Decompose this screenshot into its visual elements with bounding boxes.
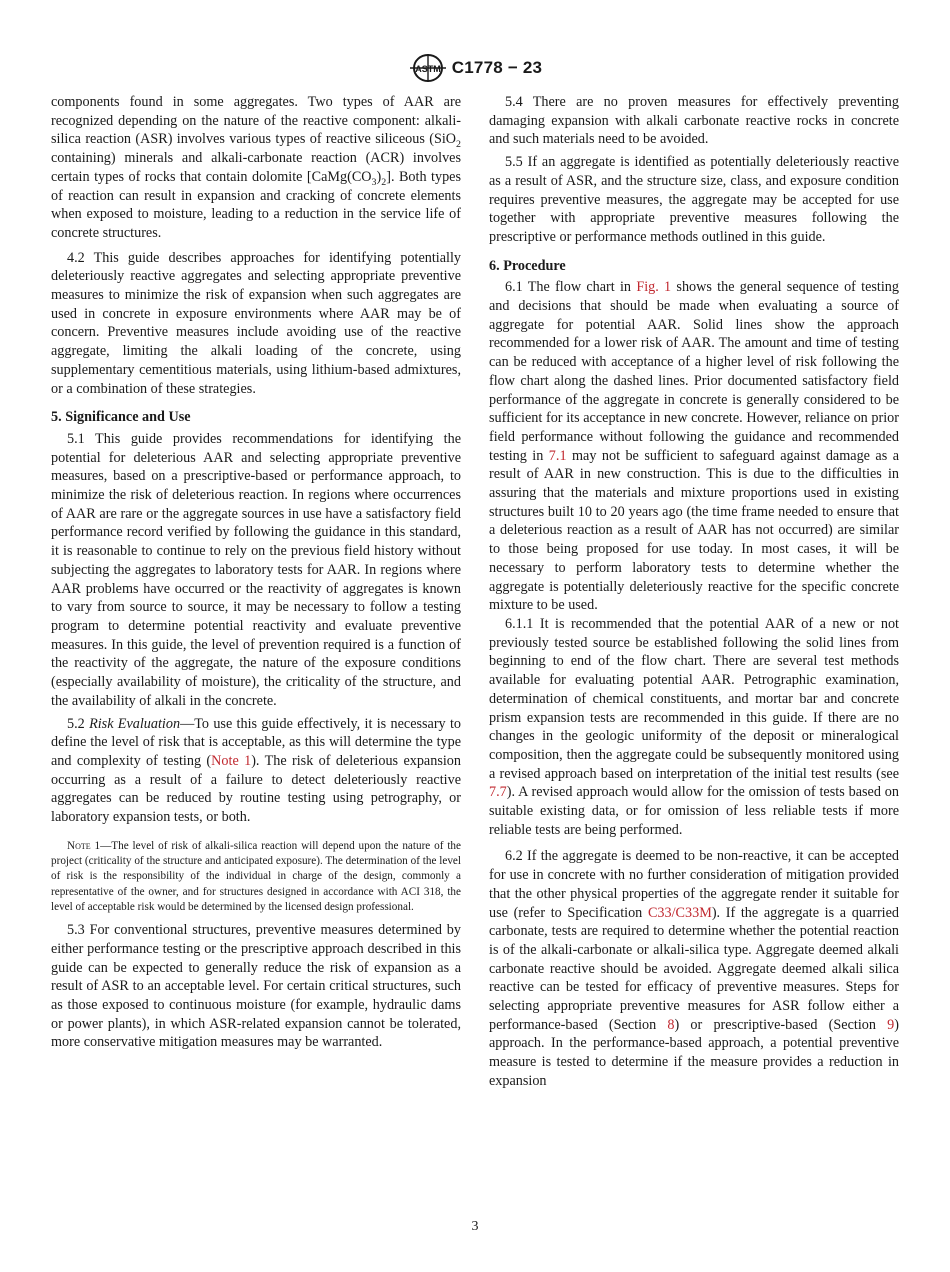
section-9-link[interactable]: 9 [887,1016,895,1033]
paragraph-4-2: 4.2 This guide describes approaches for identifying potentially deleteriously reactive aggregates and selecting appropriate preventive measures to minimize the risk of expansion when such aggregates are used in concrete in exposure environments where AAR may be of concern. Preventive measures include avoiding use of the reactive aggregate, limiting the alkali loading of the concrete, using supplementary cementitious materials, using lithium-based admixtures, or a combination of these strategies. [51,249,461,397]
note-1-link[interactable]: Note 1 [211,752,252,769]
standard-designation: C1778 − 23 [451,58,543,77]
left-column [51,93,461,1056]
paragraph-5-1: 5.1 This guide provides recommendations for identifying the potential for deleterious AAR and selecting appropriate preventive measures, based on a prescriptive-based or performance approach, to minimize the risk of deleterious reaction. In regions where occurrences of AAR are rare or the aggregate sources in use have a satisfactory field performance record verified by following the guidance in this standard, it is reasonable to continue to rely on the previous field history without subjecting the aggregates to laboratory tests for AAR. In regions where AAR problems have occurred or the reactivity of aggregates is known to vary from source to source, it may be necessary to follow a testing program to determine potential reactivity and evaluate preventive measures. In this guide, the level of prevention required is a function of the reactivity of the aggregate, the nature of the exposure conditions (especially availability of moisture), the criticality of the structure, and the availability of alkali in the concrete. [51,430,461,709]
section-8-link[interactable]: 8 [667,1016,675,1033]
right-column [489,93,899,1095]
c33-link[interactable]: C33/C33M [647,904,712,921]
section-7-7-link[interactable]: 7.7 [489,784,507,801]
paragraph-5-4: 5.4 There are no proven measures for effectively preventing damaging expansion with alkali carbonate reactive rocks in concrete and such materials need to be avoided. [489,94,899,148]
page-number: 3 [471,1219,479,1234]
logo-lettering: ASTM [415,64,441,74]
paragraph-6-1-1: 6.1.1 It is recommended that the potential AAR of a new or not previously tested source be established following the solid lines from beginning to end of the flow chart. There are several test methods available for evaluating potential AAR. Petrographic examination, determination of chemical constituents, and mortar bar and concrete prism expansion tests are recommended in this guide. If there are no changes in the geologic uniformity of the deposit or mineralogical composition, then the aggregate could be subsequently monitored using a revised approach based on interpretation of the initial test results (see 7.7). A revised approach would allow for the omission of tests based on suitable existing data, or for omission of less reliable tests if more reliable tests are being performed. [489,615,899,838]
section-7-1-link[interactable]: 7.1 [548,447,567,464]
page-header [0,52,950,84]
section-5-heading: 5. Significance and Use [51,409,191,426]
astm-logo-icon [408,53,448,83]
section-6-heading: 6. Procedure [489,257,566,274]
paragraph-5-2: 5.2 Risk Evaluation—To use this guide effectively, it is necessary to define the level of risk that is acceptable, as this will determine the type and complexity of testing (Note 1). The risk of deleterious expansion occurring as a result of a failure to detect deleteriously reactive aggregates can be reduced by routine testing using petrography, or laboratory expansion tests, or both. [51,715,462,826]
fig-1-link[interactable]: Fig. 1 [636,279,672,296]
paragraph-6-1: 6.1 The flow chart in Fig. 1 shows the general sequence of testing and decisions that should be made when evaluating a source of aggregate for potential AAR. Solid lines show the approach recommended for a lower risk of AAR. The amount and time of testing can be reduced with acceptance of a higher level of risk following the flow chart along the dashed lines. Prior documented satisfactory field performance of the aggregate in concrete is generally considered to be sufficient for its acceptance in new concrete. However, reliance on prior field performance without following the guidance and recommended testing in 7.1 may not be sufficient to safeguard against damage as a result of AAR in new construction. This is due to the difficulties in assuring that the materials and mixture proportions used in existing structures built 10 to 20 years ago (the time frame needed to ensure that a deleterious reaction as a result of AAR has not occurred) are similar to those being proposed for use today. In most cases, it will be necessary to perform laboratory tests to determine whether the aggregate is potentially deleteriously reactive for the specific concrete mixture to be used. [489,279,899,614]
paragraph-5-5: 5.5 If an aggregate is identified as potentially deleteriously reactive as a result of ASR, and the structure size, class, and exposure condition requires preventive measures, the aggregate may be accepted for use together with appropriate preventive measures following the prescriptive or performance methods outlined in this guide. [489,154,899,245]
paragraph-5-3: 5.3 For conventional structures, preventive measures determined by either performance testing or the prescriptive approach described in this guide can be expected to generally reduce the risk of expansion as a result of ASR to an acceptable level. For certain critical structures, such as those exposed to continuous moisture (for example, hydraulic dams or power plants), in which ASR-related expansion cannot be tolerated, more conservative mitigation measures may be warranted. [51,922,461,1051]
paragraph-intro: components found in some aggregates. Two types of AAR are recognized depending on the nature of the reactive component: alkali-silica reaction (ASR) involves various types of reactive siliceous (SiO$_2$ containing) minerals and alkali-carbonate reaction (ACR) involves certain types of rocks that contain dolomite $[CaMg(CO_3)_2]$. Both types of reaction can result in expansion and cracking of concrete elements when exposed to moisture, leading to a reduction in the service life of concrete structures. [51,94,461,241]
paragraph-6-2: 6.2 If the aggregate is deemed to be non-reactive, it can be accepted for use in concrete with no further consideration of mitigation provided that the other physical properties of the aggregate render it suitable for use (refer to Specification C33/C33M). If the aggregate is a quarried carbonate, tests are required to determine whether the potential reaction is of the alkali-carbonate or alkali-silica type. Aggregate deemed alkali carbonate reactive should be avoided. Aggregate deemed alkali silica reactive can be tested for efficacy of preventive measures. Steps for selecting appropriate preventive measures for ASR follow either a performance-based (Section 8) or prescriptive-based (Section 9) approach. In the performance-based approach, a potential preventive measure is tested to determine if the measure provides a reduction in expansion [489,848,900,1089]
note-1: Note 1—The level of risk of alkali-silica reaction will depend upon the nature of the project (criticality of the structure and anticipated exposure). The determination of the level of risk is the responsibility of the individual in charge of the design, commonly a representative of the owner, and for structures designed in accordance with ACI 318, the level of acceptable risk would be determined by the licensed design professional. [51,839,461,913]
